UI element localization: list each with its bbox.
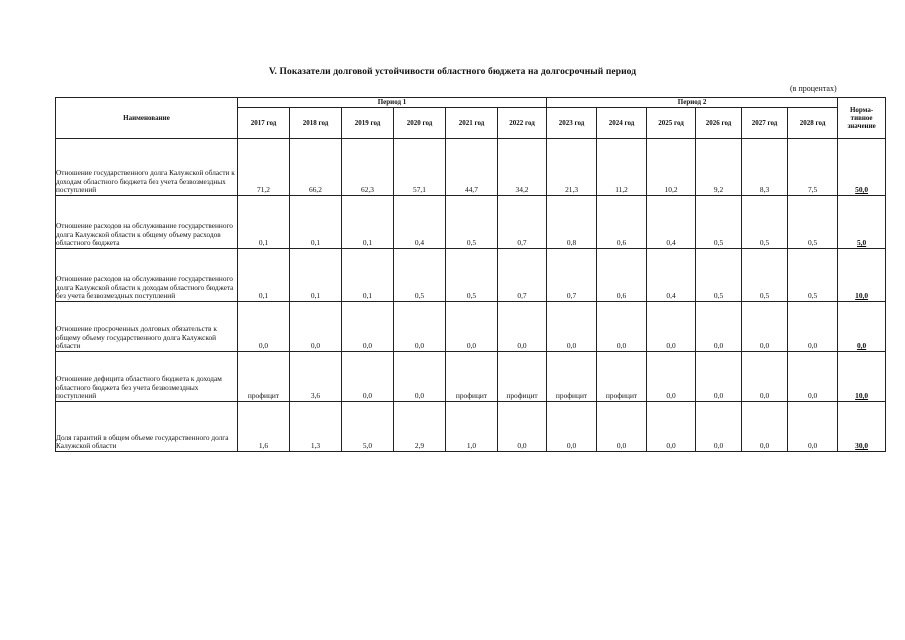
table-row [56, 402, 886, 452]
table-cell: 0,5 [394, 249, 446, 302]
table-cell: 0,0 [696, 402, 742, 452]
table-row [56, 196, 886, 249]
period-header-row [56, 98, 886, 108]
document-title: V. Показатели долговой устойчивости областного бюджета на долгосрочный период [268, 67, 637, 77]
table-cell: 2,9 [394, 402, 446, 452]
table-cell: 0,0 [342, 352, 394, 402]
table-cell: 10,2 [647, 139, 696, 196]
norm-value: 10,0 [838, 352, 886, 402]
table-cell: 0,6 [597, 196, 647, 249]
table-cell: 0,1 [342, 196, 394, 249]
table-cell: 71,2 [238, 139, 290, 196]
table-cell: 0,4 [394, 196, 446, 249]
table-cell: 0,7 [498, 249, 547, 302]
table-cell: 0,0 [446, 302, 498, 352]
table-cell: 0,0 [742, 302, 788, 352]
table-cell: 1,0 [446, 402, 498, 452]
table-row [56, 139, 886, 196]
table-cell: 8,3 [742, 139, 788, 196]
table-cell: 0,5 [696, 249, 742, 302]
table-cell: 0,0 [290, 302, 342, 352]
table-row [56, 302, 886, 352]
table-cell: 0,5 [742, 249, 788, 302]
table-cell: 0,0 [597, 302, 647, 352]
table-cell: 0,0 [788, 402, 838, 452]
table-cell: 0,0 [788, 302, 838, 352]
table-cell: 0,5 [742, 196, 788, 249]
table-cell: 0,0 [394, 302, 446, 352]
table-cell: 0,4 [647, 249, 696, 302]
table-cell: 0,0 [238, 302, 290, 352]
table-cell: 0,5 [446, 196, 498, 249]
table-cell: 3,6 [290, 352, 342, 402]
table-cell: 0,5 [788, 196, 838, 249]
table-cell: 5,0 [342, 402, 394, 452]
table-cell: 66,2 [290, 139, 342, 196]
table-cell: 57,1 [394, 139, 446, 196]
table-cell: 11,2 [597, 139, 647, 196]
table-cell: 0,0 [742, 352, 788, 402]
row-label: Отношение просроченных долговых обязательств к общему объему государственного долга Калужской области [56, 302, 238, 352]
table-cell: 0,4 [647, 196, 696, 249]
table-cell: 0,0 [696, 302, 742, 352]
year-header: 2024 год [597, 108, 647, 139]
table-cell: 0,5 [788, 249, 838, 302]
table-cell: 0,0 [647, 402, 696, 452]
row-label: Отношение расходов на обслуживание государственного долга Калужской области к общему объему расходов областного бюджета [56, 196, 238, 249]
table-cell: 0,0 [394, 352, 446, 402]
table-row [56, 249, 886, 302]
table-cell: профицит [446, 352, 498, 402]
table-cell: 0,0 [498, 302, 547, 352]
norm-value: 10,0 [838, 249, 886, 302]
table-cell: профицит [547, 352, 597, 402]
table-cell: 0,5 [446, 249, 498, 302]
table-cell: 0,0 [647, 302, 696, 352]
indicators-table [55, 97, 886, 452]
units-note: (в процентах) [790, 84, 837, 93]
table-cell: 1,3 [290, 402, 342, 452]
table-cell: 0,5 [696, 196, 742, 249]
year-header: 2019 год [342, 108, 394, 139]
table-cell: 0,7 [547, 249, 597, 302]
table-cell: 0,0 [696, 352, 742, 402]
table-cell: 0,1 [342, 249, 394, 302]
year-header: 2020 год [394, 108, 446, 139]
norm-value: 5,0 [838, 196, 886, 249]
year-header: 2017 год [238, 108, 290, 139]
table-cell: профицит [597, 352, 647, 402]
year-header: 2027 год [742, 108, 788, 139]
table-cell: 34,2 [498, 139, 547, 196]
year-header: 2026 год [696, 108, 742, 139]
table-cell: 0,1 [290, 249, 342, 302]
table-cell: 1,6 [238, 402, 290, 452]
table-cell: 9,2 [696, 139, 742, 196]
year-header: 2018 год [290, 108, 342, 139]
table-cell: 0,1 [238, 196, 290, 249]
table-cell: 0,1 [238, 249, 290, 302]
norm-value: 0,0 [838, 302, 886, 352]
year-header: 2022 год [498, 108, 547, 139]
table-cell: 0,0 [498, 402, 547, 452]
row-label: Отношение государственного долга Калужской области к доходам областного бюджета без учета безвозмездных поступлений [56, 139, 238, 196]
norm-value: 30,0 [838, 402, 886, 452]
norm-column-header [838, 98, 886, 139]
table-cell: 0,0 [547, 302, 597, 352]
table-cell: 0,0 [342, 302, 394, 352]
table-cell: 0,0 [788, 352, 838, 402]
table-cell: 0,0 [742, 402, 788, 452]
table-row [56, 352, 886, 402]
table-cell: 62,3 [342, 139, 394, 196]
period-1-header: Период 1 [238, 98, 547, 108]
table-cell: 0,0 [647, 352, 696, 402]
row-label: Отношение дефицита областного бюджета к доходам областного бюджета без учета безвозмездных поступлений [56, 352, 238, 402]
norm-header-line: Норма- [849, 105, 874, 114]
table-cell: 0,8 [547, 196, 597, 249]
name-column-header: Наименование [56, 98, 238, 139]
norm-value: 50,0 [838, 139, 886, 196]
table-cell: 21,3 [547, 139, 597, 196]
table-cell: 44,7 [446, 139, 498, 196]
year-header: 2028 год [788, 108, 838, 139]
table-cell: 0,0 [547, 402, 597, 452]
table-cell: 7,5 [788, 139, 838, 196]
row-label: Доля гарантий в общем объеме государственного долга Калужской области [56, 402, 238, 452]
table-cell: 0,6 [597, 249, 647, 302]
year-header: 2025 год [647, 108, 696, 139]
norm-header-line: значение [847, 122, 876, 131]
table-cell: 0,0 [597, 402, 647, 452]
period-2-header: Период 2 [547, 98, 838, 108]
row-label: Отношение расходов на обслуживание государственного долга Калужской области к доходам областного бюджета без учета безвозмездных поступлений [56, 249, 238, 302]
norm-header-line: тивное [850, 113, 873, 122]
table-cell: профицит [498, 352, 547, 402]
table-cell: 0,7 [498, 196, 547, 249]
table-cell: профицит [238, 352, 290, 402]
table-cell: 0,1 [290, 196, 342, 249]
year-header: 2023 год [547, 108, 597, 139]
year-header: 2021 год [446, 108, 498, 139]
